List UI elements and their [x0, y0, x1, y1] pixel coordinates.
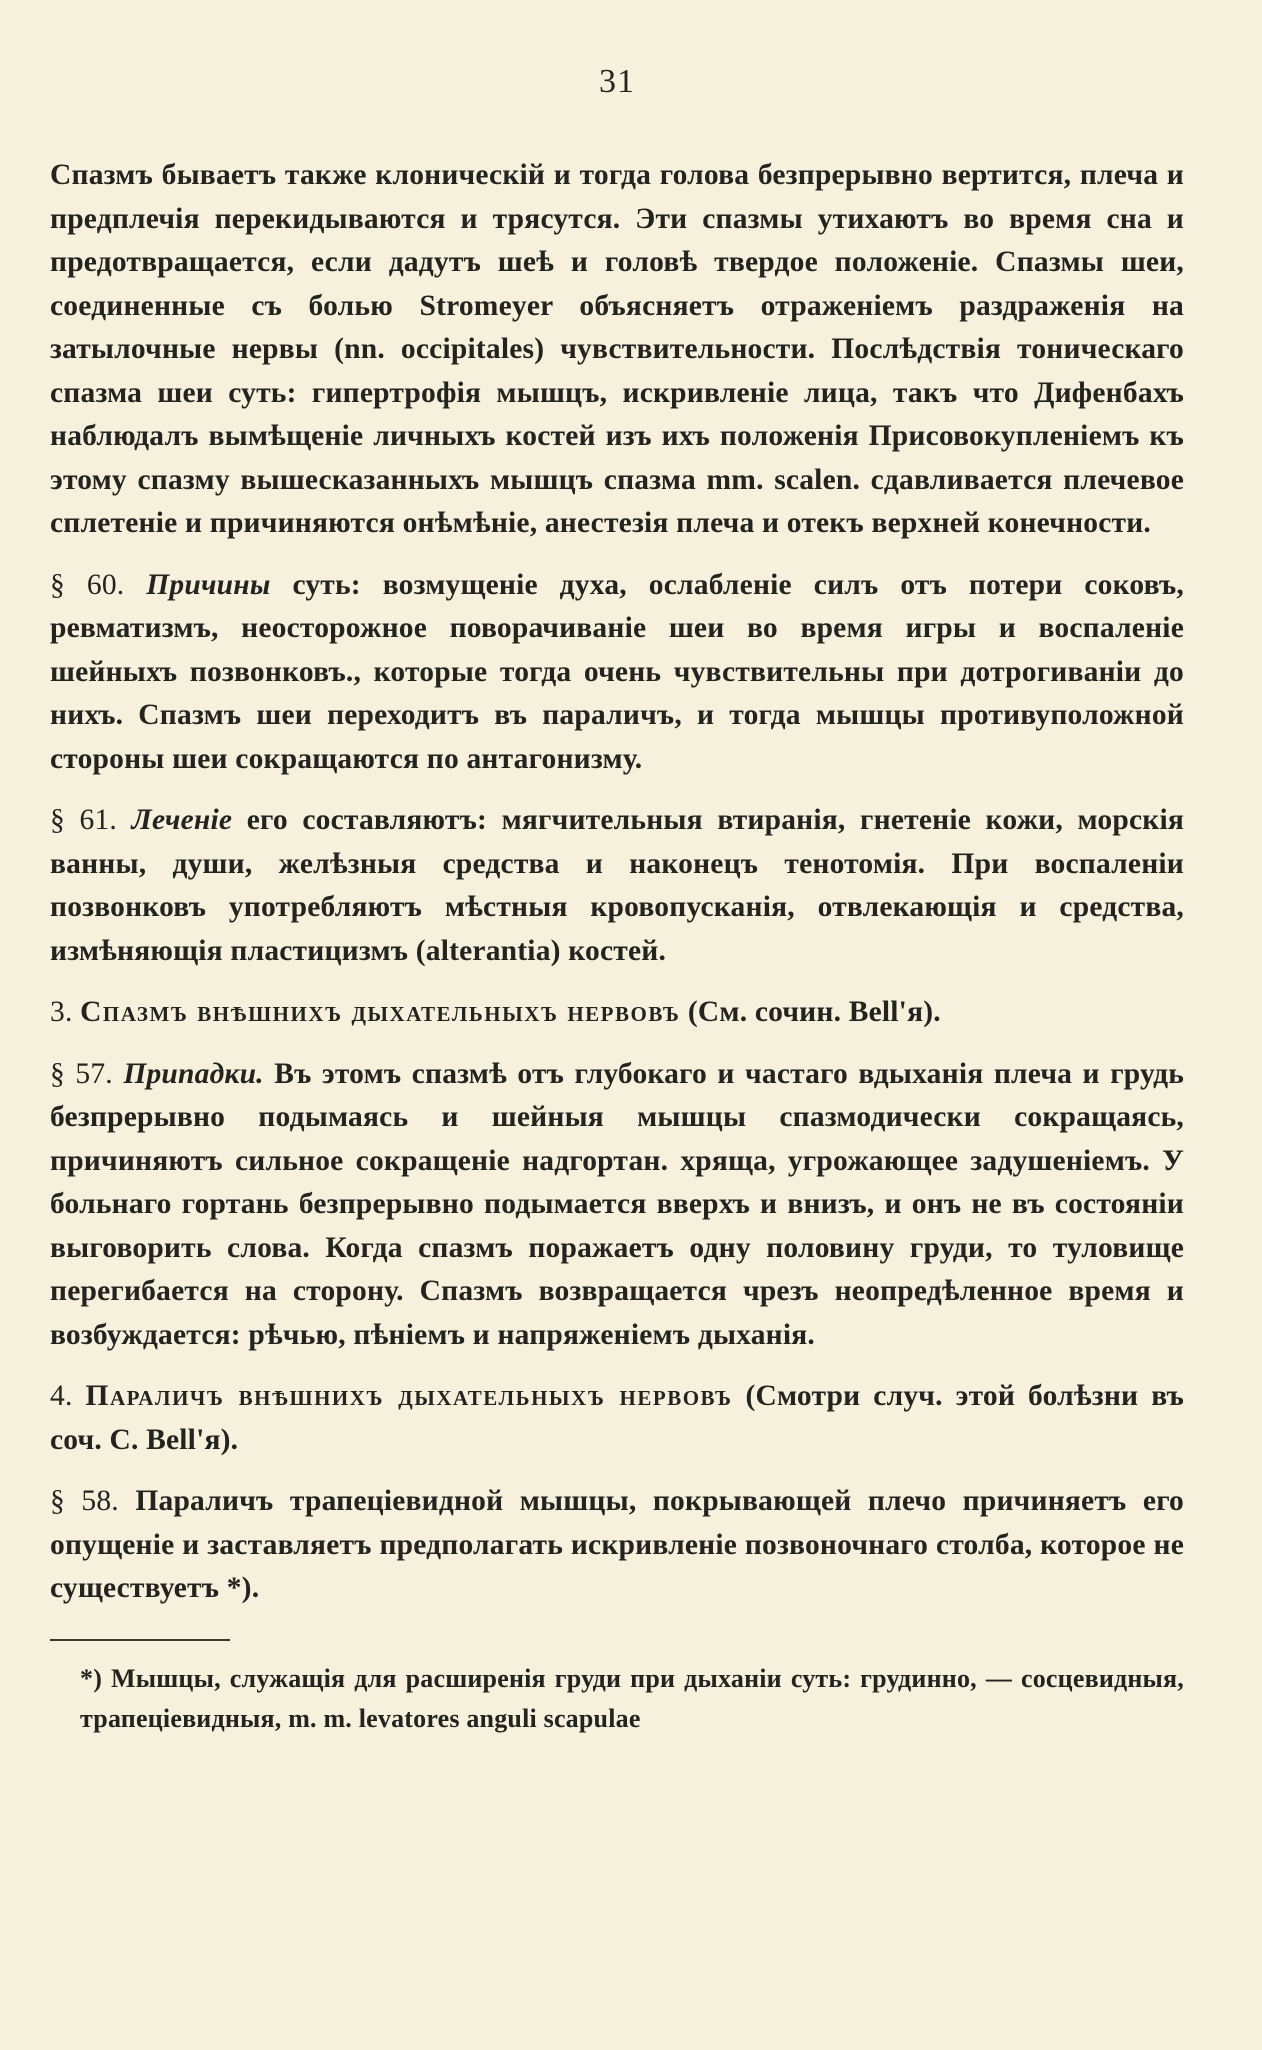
paragraph-section-58	[50, 1480, 1184, 1611]
section-number: § 61.	[50, 804, 117, 836]
footnote	[50, 1659, 1184, 1739]
heading-reference: (Смотри случ. этой болѣзни въ соч. C. Bell'я).	[50, 1380, 1184, 1456]
heading-title: Параличъ внѣшнихъ дыхательныхъ нервовъ	[85, 1380, 733, 1412]
footnote-text: Мышцы, служащія для расширенія груди при дыханіи суть: грудинно, — сосцевидныя, трапеціевидныя, m. m. levatores anguli scapulae	[80, 1663, 1185, 1733]
heading-title: Спазмъ внѣшнихъ дыхательныхъ нервовъ	[80, 996, 681, 1028]
paragraph-section-60	[50, 564, 1184, 782]
section-number: § 60.	[50, 568, 125, 601]
paragraph-spasm-clonic	[50, 154, 1184, 546]
section-number: § 58.	[50, 1485, 119, 1517]
footnote-divider	[50, 1639, 230, 1641]
paragraph-section-57	[50, 1053, 1184, 1358]
heading-number: 4.	[50, 1380, 73, 1412]
section-lead: Припадки.	[123, 1057, 264, 1090]
paragraph-text: Параличъ трапеціевидной мышцы, покрывающей плечо причиняетъ его опущеніе и заставляетъ предполагать искривленіе позвоночнаго столба, которое не существуетъ *).	[50, 1485, 1185, 1604]
paragraph-text: суть: возмущеніе духа, ослабленіе силъ отъ потери соковъ, ревматизмъ, неосторожное поворачиваніе шеи во время игры и воспаленіе шейныхъ позвонковъ., которые тогда очень чувствительны при дотрогиваніи до нихъ. Спазмъ шеи переходитъ въ параличъ, и тогда мышцы противуположной стороны шеи сокращаются по антагонизму.	[50, 568, 1184, 775]
footnote-marker: *)	[80, 1663, 103, 1693]
heading-number: 3.	[50, 996, 73, 1028]
paragraph-text: его составляютъ: мягчительныя втиранія, гнетеніе кожи, морскія ванны, души, желѣзныя средства и наконецъ тенотомія. При воспаленіи позвонковъ употребляютъ мѣстныя кровопусканія, отвлекающія и средства, измѣняющія пластицизмъ (alterantia) костей.	[50, 804, 1185, 967]
paragraph-section-61	[50, 799, 1184, 973]
subheading-4	[50, 1375, 1184, 1462]
section-number: § 57.	[50, 1057, 113, 1090]
page-number: 31	[599, 63, 635, 100]
section-lead: Леченіе	[131, 804, 233, 836]
subheading-3	[50, 991, 1184, 1035]
section-lead: Причины	[146, 568, 271, 601]
paragraph-text: Спазмъ бываетъ также клоническій и тогда голова безпрерывно вертится, плеча и предплечія перекидываются и трясутся. Эти спазмы утихаютъ во время сна и предотвращается, если дадутъ шеѣ и головѣ твердое положеніе. Спазмы шеи, соединенные съ болью Stromeyer объясняетъ отраженіемъ раздраженія на затылочные нервы (nn. occipitales) чувствительности. Послѣдствія тоническаго спазма шеи суть: гипертрофія мышцъ, искривленіе лица, такъ что Дифенбахъ наблюдалъ вымѣщеніе личныхъ костей изъ ихъ положенія Присовокупленіемъ къ этому спазму вышесказанныхъ мышцъ спазма mm. scalen. сдавливается плечевое сплетеніе и причиняются онѣмѣніе, анестезія плеча и отекъ верхней конечности.	[50, 159, 1184, 539]
paragraph-text: Въ этомъ спазмѣ отъ глубокаго и частаго вдыханія плеча и грудь безпрерывно подымаясь и шейныя мышцы спазмодически сокращаясь, причиняютъ сильное сокращеніе надгортан. хряща, угрожающее задушеніемъ. У больнаго гортань безпрерывно подымается вверхъ и внизъ, и онъ не въ состояніи выговорить слова. Когда спазмъ поражаетъ одну половину груди, то туловище перегибается на сторону. Спазмъ возвращается чрезъ неопредѣленное время и возбуждается: рѣчью, пѣніемъ и напряженіемъ дыханія.	[50, 1057, 1185, 1351]
heading-reference: (См. сочин. Bell'я).	[687, 996, 941, 1028]
